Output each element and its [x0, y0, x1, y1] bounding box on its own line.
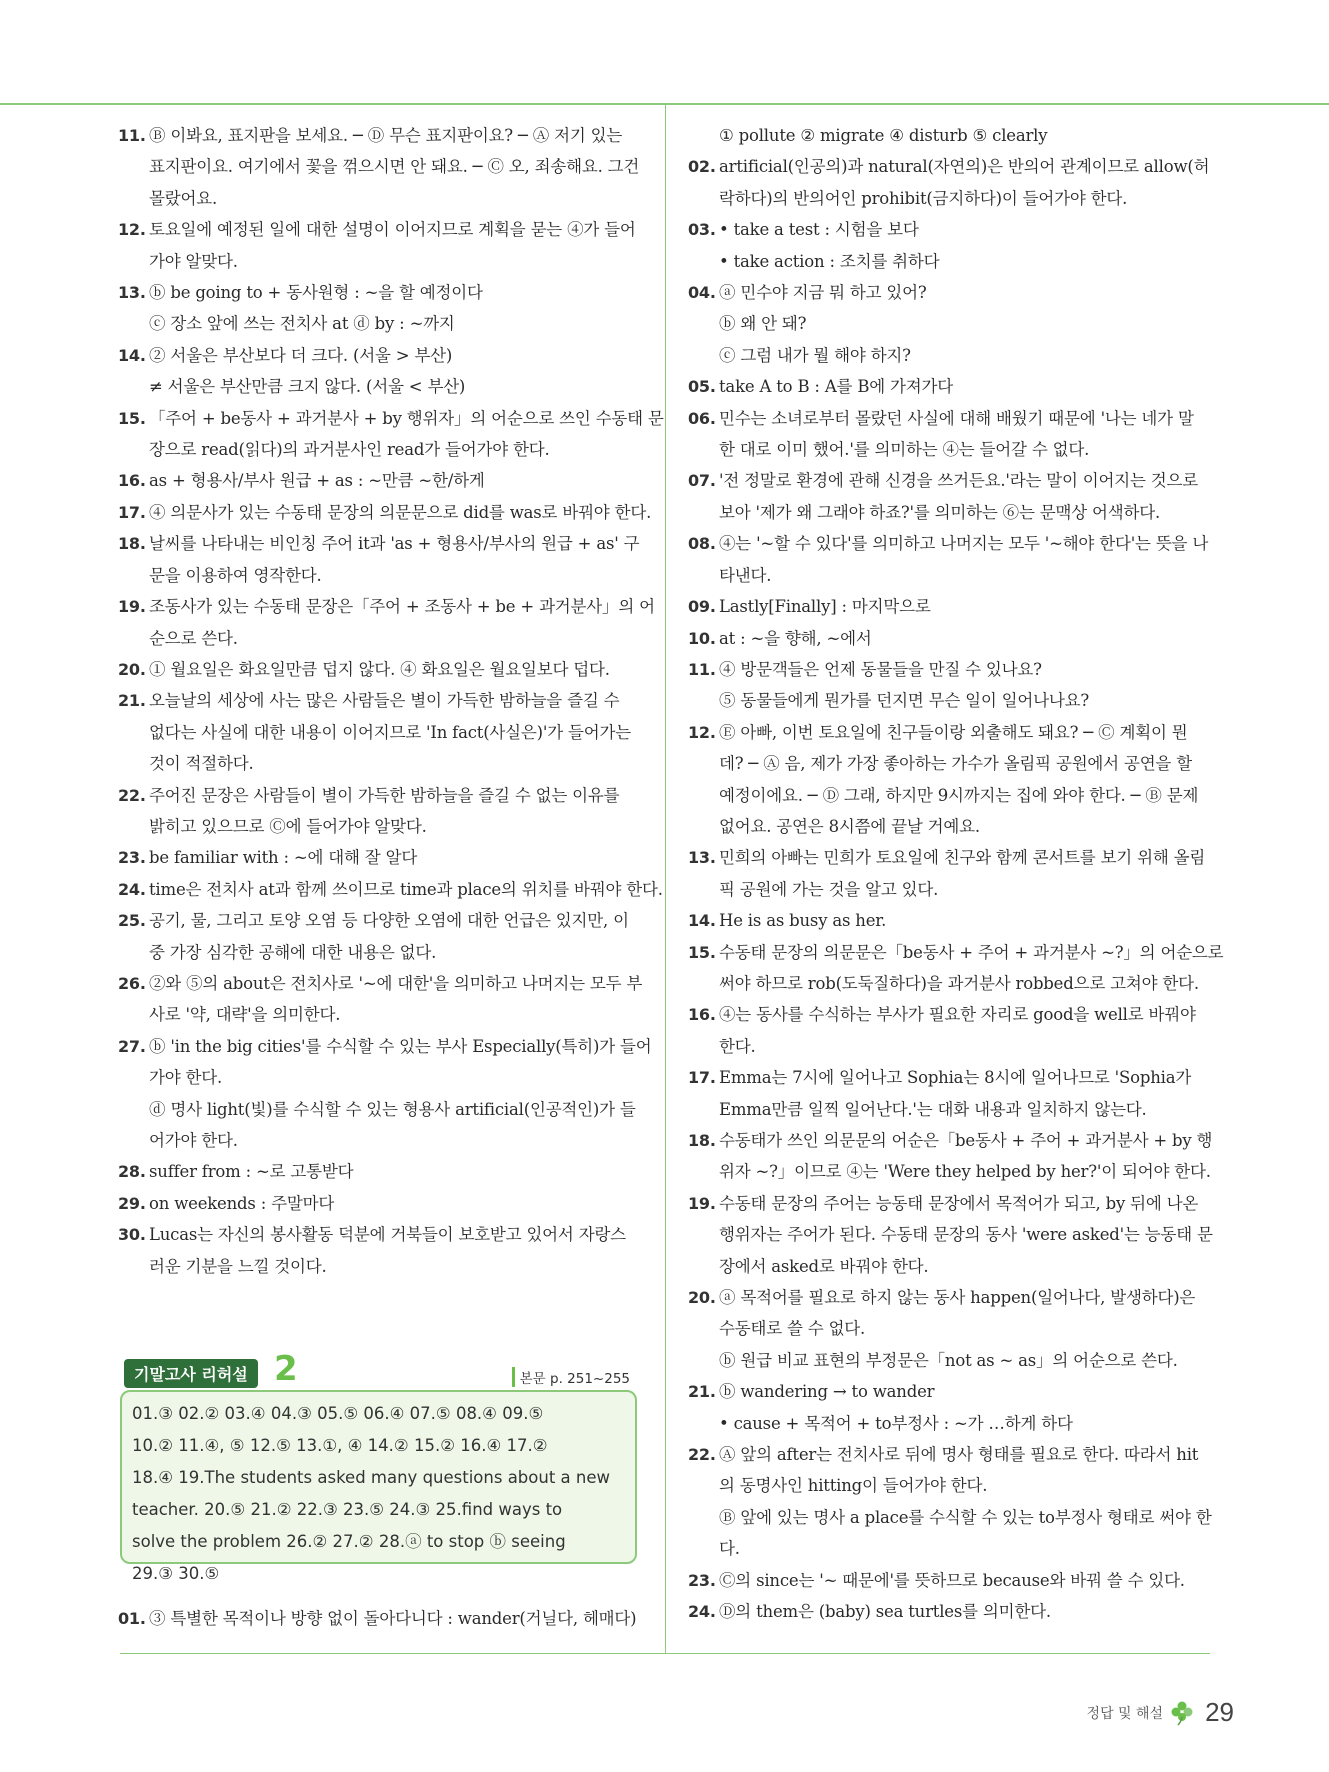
item-number: 19.	[688, 1193, 716, 1213]
explanation-item	[118, 497, 652, 528]
answer-key-box	[120, 1390, 637, 1583]
item-line: Ⓔ 아빠, 이번 토요일에 친구들이랑 외출해도 돼요? ─ Ⓒ 계획이 뭔	[719, 722, 1188, 742]
item-line: ⓒ 그럼 내가 뭘 해야 하지?	[719, 345, 911, 365]
item-line: at : ~을 향해, ~에서	[719, 628, 872, 648]
item-line: 의 동명사인 hitting이 들어가야 한다.	[719, 1476, 988, 1496]
item-number: 24.	[118, 879, 146, 899]
item-number: 16.	[688, 1005, 716, 1025]
explanation-item	[688, 623, 1213, 654]
explanation-item	[118, 780, 643, 843]
explanation-item	[118, 591, 655, 654]
item-line: 보아 '제가 왜 그래야 하죠?'를 의미하는 ⑥는 문맥상 어색하다.	[719, 502, 1161, 522]
item-line: 중 가장 심각한 공해에 대한 내용은 없다.	[149, 942, 437, 962]
item-line: ≠ 서울은 부산만큼 크지 않다. (서울 < 부산)	[149, 377, 466, 397]
explanation-item	[118, 403, 664, 466]
item-number: 27.	[118, 1036, 146, 1056]
item-line: ②와 ⑤의 about은 전치사로 '~에 대한'을 의미하고 나머지는 모두 부	[149, 973, 643, 993]
item-number: 05.	[688, 377, 716, 397]
explanation-item	[118, 842, 643, 873]
item-number: 22.	[118, 785, 146, 805]
item-line: time은 전치사 at과 함께 쓰이므로 time과 place의 위치를 바꿔야 한다.	[149, 879, 663, 899]
explanation-item	[688, 403, 1213, 466]
explanation-item	[118, 685, 643, 779]
item-number: 19.	[118, 597, 146, 617]
item-line: 써야 하므로 rob(도둑질하다)을 과거분사 robbed으로 고쳐야 한다.	[719, 973, 1199, 993]
explanation-01	[118, 1603, 643, 1634]
item-line: 순으로 쓴다.	[149, 628, 238, 648]
review-badge: 기말고사 리허설	[124, 1359, 258, 1388]
item-line: 예정이에요. ─ Ⓓ 그래, 하지만 9시까지는 집에 와야 한다. ─ Ⓑ 문제	[719, 785, 1199, 805]
explanation-item	[688, 1125, 1213, 1188]
answer-line: 10.② 11.④, ⑤ 12.⑤ 13.①, ④ 14.② 15.② 16.④ 17.②	[132, 1436, 548, 1455]
item-line: 조동사가 있는 수동태 문장은「주어 + 조동사 + be + 과거분사」의 어	[149, 597, 655, 617]
item-line: 「주어 + be동사 + 과거분사 + by 행위자」의 어순으로 쓰인 수동태 문	[149, 408, 664, 428]
item-number: 23.	[118, 848, 146, 868]
explanation-item	[688, 214, 1213, 277]
item-number: 21.	[688, 1382, 716, 1402]
item-number: 17.	[688, 1068, 716, 1088]
item-line: ② 서울은 부산보다 더 크다. (서울 > 부산)	[149, 345, 453, 365]
item-line: 것이 적절하다.	[149, 754, 254, 774]
item-line: 다.	[719, 1539, 740, 1559]
explanation-item	[688, 371, 1213, 402]
answer-line: teacher. 20.⑤ 21.② 22.③ 23.⑤ 24.③ 25.find ways to	[132, 1500, 563, 1519]
item-number: 04.	[688, 283, 716, 303]
item-line: Lucas는 자신의 봉사활동 덕분에 거북들이 보호받고 있어서 자랑스	[149, 1225, 626, 1245]
item-line: 날씨를 나타내는 비인칭 주어 it과 'as + 형용사/부사의 원급 + as' 구	[149, 534, 640, 554]
explanation-item	[688, 842, 1213, 905]
item-line: 행위자는 주어가 된다. 수동태 문장의 동사 'were asked'는 능동태 문	[719, 1225, 1213, 1245]
explanation-item	[118, 654, 643, 685]
item-line: 픽 공원에 가는 것을 알고 있다.	[719, 879, 939, 899]
explanation-item	[688, 277, 1213, 371]
item-number: 15.	[118, 408, 146, 428]
item-number: 09.	[688, 597, 716, 617]
item-number: 03.	[688, 220, 716, 240]
explanation-item	[688, 151, 1213, 214]
item-number: 08.	[688, 534, 716, 554]
item-line: 문을 이용하여 영작한다.	[149, 565, 322, 585]
item-line: ④ 방문객들은 언제 동물들을 만질 수 있나요?	[719, 659, 1042, 679]
explanation-item	[118, 968, 643, 1031]
explanation-item	[688, 905, 1213, 936]
item-line: 수동태 문장의 의문문은「be동사 + 주어 + 과거분사 ~?」의 어순으로	[719, 942, 1224, 962]
item-line: 한다.	[719, 1036, 756, 1056]
item-line: 밝히고 있으므로 Ⓒ에 들어가야 알맞다.	[149, 816, 427, 836]
item-line: Ⓑ 이봐요, 표지판을 보세요. ─ Ⓓ 무슨 표지판이요? ─ Ⓐ 저기 있는	[149, 126, 623, 145]
item-line: He is as busy as her.	[719, 911, 887, 931]
explanation-item	[688, 1376, 1213, 1439]
item-line: ① pollute ② migrate ④ disturb ⑤ clearly	[719, 126, 1048, 145]
item-line: 표지판이요. 여기에서 꽃을 꺾으시면 안 돼요. ─ Ⓒ 오, 죄송해요. 그건	[149, 157, 640, 177]
explanation-item	[688, 937, 1224, 1000]
item-number: 23.	[688, 1570, 716, 1590]
item-number: 12.	[688, 722, 716, 742]
item-line: 어가야 한다.	[149, 1131, 238, 1150]
review-header	[124, 1349, 644, 1395]
item-number: 14.	[688, 911, 716, 931]
explanation-item	[688, 1596, 1213, 1627]
item-line: '전 정말로 환경에 관해 신경을 쓰거든요.'라는 말이 이어지는 것으로	[719, 471, 1199, 491]
column-divider	[665, 104, 666, 1654]
item-line: • take a test : 시험을 보다	[719, 220, 919, 240]
item-number: 21.	[118, 691, 146, 711]
item-line: ④는 '~할 수 있다'를 의미하고 나머지는 모두 '~해야 한다'는 뜻을 나	[719, 534, 1209, 554]
item-number: 22.	[688, 1445, 716, 1465]
item-number: 14.	[118, 345, 146, 365]
item-number: 20.	[688, 1288, 716, 1308]
item-line: 장에서 asked로 바꿔야 한다.	[719, 1256, 929, 1276]
item-line: Ⓓ의 them은 (baby) sea turtles를 의미한다.	[719, 1602, 1051, 1622]
explanation-item	[688, 465, 1213, 528]
left-column	[118, 120, 664, 1282]
item-line: ① 월요일은 화요일만큼 덥지 않다. ④ 화요일은 월요일보다 덥다.	[149, 659, 610, 679]
item-line: 수동태 문장의 주어는 능동태 문장에서 목적어가 되고, by 뒤에 나온	[719, 1193, 1199, 1213]
item-number: 15.	[688, 942, 716, 962]
explanation-item	[118, 214, 643, 277]
explanation-item	[688, 1565, 1213, 1596]
answer-line: 29.③ 30.⑤	[132, 1564, 220, 1583]
item-line: 위자 ~?」이므로 ④는 'Were they helped by her?'이 되어야 한다.	[719, 1162, 1211, 1182]
item-line: ④ 의문사가 있는 수동태 문장의 의문문으로 did를 was로 바꿔야 한다.	[149, 502, 652, 522]
item-number: 11.	[118, 126, 146, 145]
item-line: Ⓐ 앞의 after는 전치사로 뒤에 명사 형태를 필요로 한다. 따라서 hit	[719, 1445, 1199, 1465]
explanation-item	[688, 120, 1213, 151]
explanation-item	[118, 1031, 652, 1157]
page-footer	[1087, 1697, 1234, 1728]
item-line: 주어진 문장은 사람들이 별이 가득한 밤하늘을 즐길 수 없는 이유를	[149, 785, 620, 805]
item-number: 13.	[118, 283, 146, 303]
item-line: 공기, 물, 그리고 토양 오염 등 다양한 오염에 대한 언급은 있지만, 이	[149, 911, 629, 931]
page-number: 29	[1205, 1697, 1234, 1727]
explanation-item	[688, 591, 1213, 622]
item-number: 28.	[118, 1162, 146, 1182]
item-number: 02.	[688, 157, 716, 177]
item-line: ⓑ wandering → to wander	[719, 1382, 935, 1402]
item-number: 24.	[688, 1602, 716, 1622]
page-reference: 본문 p. 251~255	[512, 1367, 630, 1387]
item-line: as + 형용사/부사 원급 + as : ~만큼 ~한/하게	[149, 471, 485, 491]
explanation-item	[118, 1603, 643, 1634]
answer-line: 18.④ 19.The students asked many questions about a new	[132, 1468, 611, 1487]
item-line: ⓒ 장소 앞에 쓰는 전치사 at ⓓ by : ~까지	[149, 314, 455, 334]
footer-label: 정답 및 해설	[1086, 1705, 1164, 1722]
item-line: • take action : 조치를 취하다	[719, 251, 940, 271]
item-line: 민수는 소녀로부터 몰랐던 사실에 대해 배웠기 때문에 '나는 네가 말	[719, 408, 1194, 428]
item-line: Ⓑ 앞에 있는 명사 a place를 수식할 수 있는 to부정사 형태로 써야 한	[719, 1507, 1212, 1527]
leaf-icon	[1171, 1700, 1193, 1726]
item-line: Lastly[Finally] : 마지막으로	[719, 597, 931, 617]
item-number: 18.	[118, 534, 146, 554]
item-number: 10.	[688, 628, 716, 648]
item-line: ⓐ 민수야 지금 뭐 하고 있어?	[719, 283, 927, 303]
explanation-item	[118, 340, 643, 403]
review-number: 2	[274, 1349, 298, 1389]
item-number: 17.	[118, 502, 146, 522]
item-number: 20.	[118, 659, 146, 679]
explanation-item	[688, 1188, 1213, 1282]
item-line: 없다는 사실에 대한 내용이 이어지므로 'In fact(사실은)'가 들어가는	[149, 722, 631, 742]
explanation-item	[118, 1156, 643, 1187]
explanation-item	[118, 277, 643, 340]
item-line: 몰랐어요.	[149, 188, 218, 208]
right-column	[688, 120, 1224, 1628]
answer-line: 01.③ 02.② 03.④ 04.③ 05.⑤ 06.④ 07.⑤ 08.④ 09.⑤	[132, 1404, 544, 1423]
item-number: 18.	[688, 1131, 716, 1150]
explanation-item	[118, 905, 643, 968]
item-number: 12.	[118, 220, 146, 240]
explanation-item	[118, 528, 643, 591]
item-number: 16.	[118, 471, 146, 491]
item-line: artificial(인공의)과 natural(자연의)은 반의어 관계이므로 allow(허	[719, 157, 1210, 177]
item-line: 가야 한다.	[149, 1068, 223, 1088]
item-line: Ⓒ의 since는 '~ 때문에'를 뜻하므로 because와 바꿔 쓸 수 있다.	[719, 1570, 1185, 1590]
item-number: 13.	[688, 848, 716, 868]
item-line: 러운 기분을 느낄 것이다.	[149, 1256, 327, 1276]
answer-line: solve the problem 26.② 27.② 28.ⓐ to stop ⓑ seeing	[132, 1532, 566, 1551]
item-number: 11.	[688, 659, 716, 679]
item-line: ⓑ 왜 안 돼?	[719, 314, 807, 334]
explanation-item	[688, 654, 1213, 717]
bottom-rule	[120, 1653, 1210, 1654]
item-line: 사로 '약, 대략'을 의미한다.	[149, 1005, 341, 1025]
item-line: 민희의 아빠는 민희가 토요일에 친구와 함께 콘서트를 보기 위해 올림	[719, 848, 1206, 868]
explanation-item	[688, 999, 1213, 1062]
item-line: 토요일에 예정된 일에 대한 설명이 이어지므로 계획을 묻는 ④가 들어	[149, 220, 636, 240]
item-line: • cause + 목적어 + to부정사 : ~가 …하게 하다	[719, 1413, 1073, 1433]
explanation-item	[118, 465, 643, 496]
item-line: suffer from : ~로 고통받다	[149, 1162, 354, 1182]
item-line: 타낸다.	[719, 565, 772, 585]
item-number: 25.	[118, 911, 146, 931]
item-number: 26.	[118, 973, 146, 993]
item-line: 장으로 read(읽다)의 과거분사인 read가 들어가야 한다.	[149, 440, 550, 460]
item-line: ⓑ 원급 비교 표현의 부정문은「not as ~ as」의 어순으로 쓴다.	[719, 1350, 1178, 1370]
item-line: ③ 특별한 목적이나 방향 없이 돌아다니다 : wander(거닐다, 헤매다)	[149, 1609, 637, 1628]
item-number: 01.	[118, 1609, 146, 1628]
explanation-item	[118, 1219, 643, 1282]
item-number: 30.	[118, 1225, 146, 1245]
item-number: 06.	[688, 408, 716, 428]
item-line: 락하다)의 반의어인 prohibit(금지하다)이 들어가야 한다.	[719, 188, 1128, 208]
explanation-item	[688, 1282, 1213, 1376]
item-line: ⓑ 'in the big cities'를 수식할 수 있는 부사 Especially(특히)가 들어	[149, 1036, 652, 1056]
item-line: ⓓ 명사 light(빛)를 수식할 수 있는 형용사 artificial(인공적인)가 들	[149, 1099, 636, 1119]
explanation-item	[688, 528, 1213, 591]
item-line: ⓐ 목적어를 필요로 하지 않는 동사 happen(일어나다, 발생하다)은	[719, 1288, 1196, 1308]
explanation-item	[118, 874, 663, 905]
item-number: 29.	[118, 1193, 146, 1213]
item-line: ⑤ 동물들에게 뭔가를 던지면 무슨 일이 일어나나요?	[719, 691, 1089, 711]
item-line: Emma는 7시에 일어나고 Sophia는 8시에 일어나므로 'Sophia가	[719, 1068, 1192, 1088]
item-line: 수동태가 쓰인 의문문의 어순은「be동사 + 주어 + 과거분사 + by 행	[719, 1131, 1213, 1150]
item-line: 없어요. 공연은 8시쯤에 끝날 거예요.	[719, 816, 980, 836]
item-line: Emma만큼 일찍 일어난다.'는 대화 내용과 일치하지 않는다.	[719, 1099, 1147, 1119]
explanation-item	[688, 717, 1213, 843]
explanation-item	[688, 1062, 1213, 1125]
item-number: 07.	[688, 471, 716, 491]
explanation-item	[688, 1439, 1213, 1565]
item-line: 수동태로 쓸 수 없다.	[719, 1319, 866, 1339]
explanation-item	[118, 1188, 643, 1219]
explanation-item	[118, 120, 643, 214]
item-line: 가야 알맞다.	[149, 251, 238, 271]
item-line: be familiar with : ~에 대해 잘 알다	[149, 848, 418, 868]
item-line: on weekends : 주말마다	[149, 1193, 335, 1213]
item-line: 데? ─ Ⓐ 음, 제가 가장 좋아하는 가수가 올림픽 공원에서 공연을 할	[719, 754, 1192, 774]
item-line: 오늘날의 세상에 사는 많은 사람들은 별이 가득한 밤하늘을 즐길 수	[149, 691, 620, 711]
item-line: ⓑ be going to + 동사원형 : ~을 할 예정이다	[149, 283, 483, 303]
item-line: ④는 동사를 수식하는 부사가 필요한 자리로 good을 well로 바꿔야	[719, 1005, 1196, 1025]
item-line: 한 대로 이미 했어.'를 의미하는 ④는 들어갈 수 없다.	[719, 440, 1090, 460]
item-line: take A to B : A를 B에 가져가다	[719, 377, 953, 397]
